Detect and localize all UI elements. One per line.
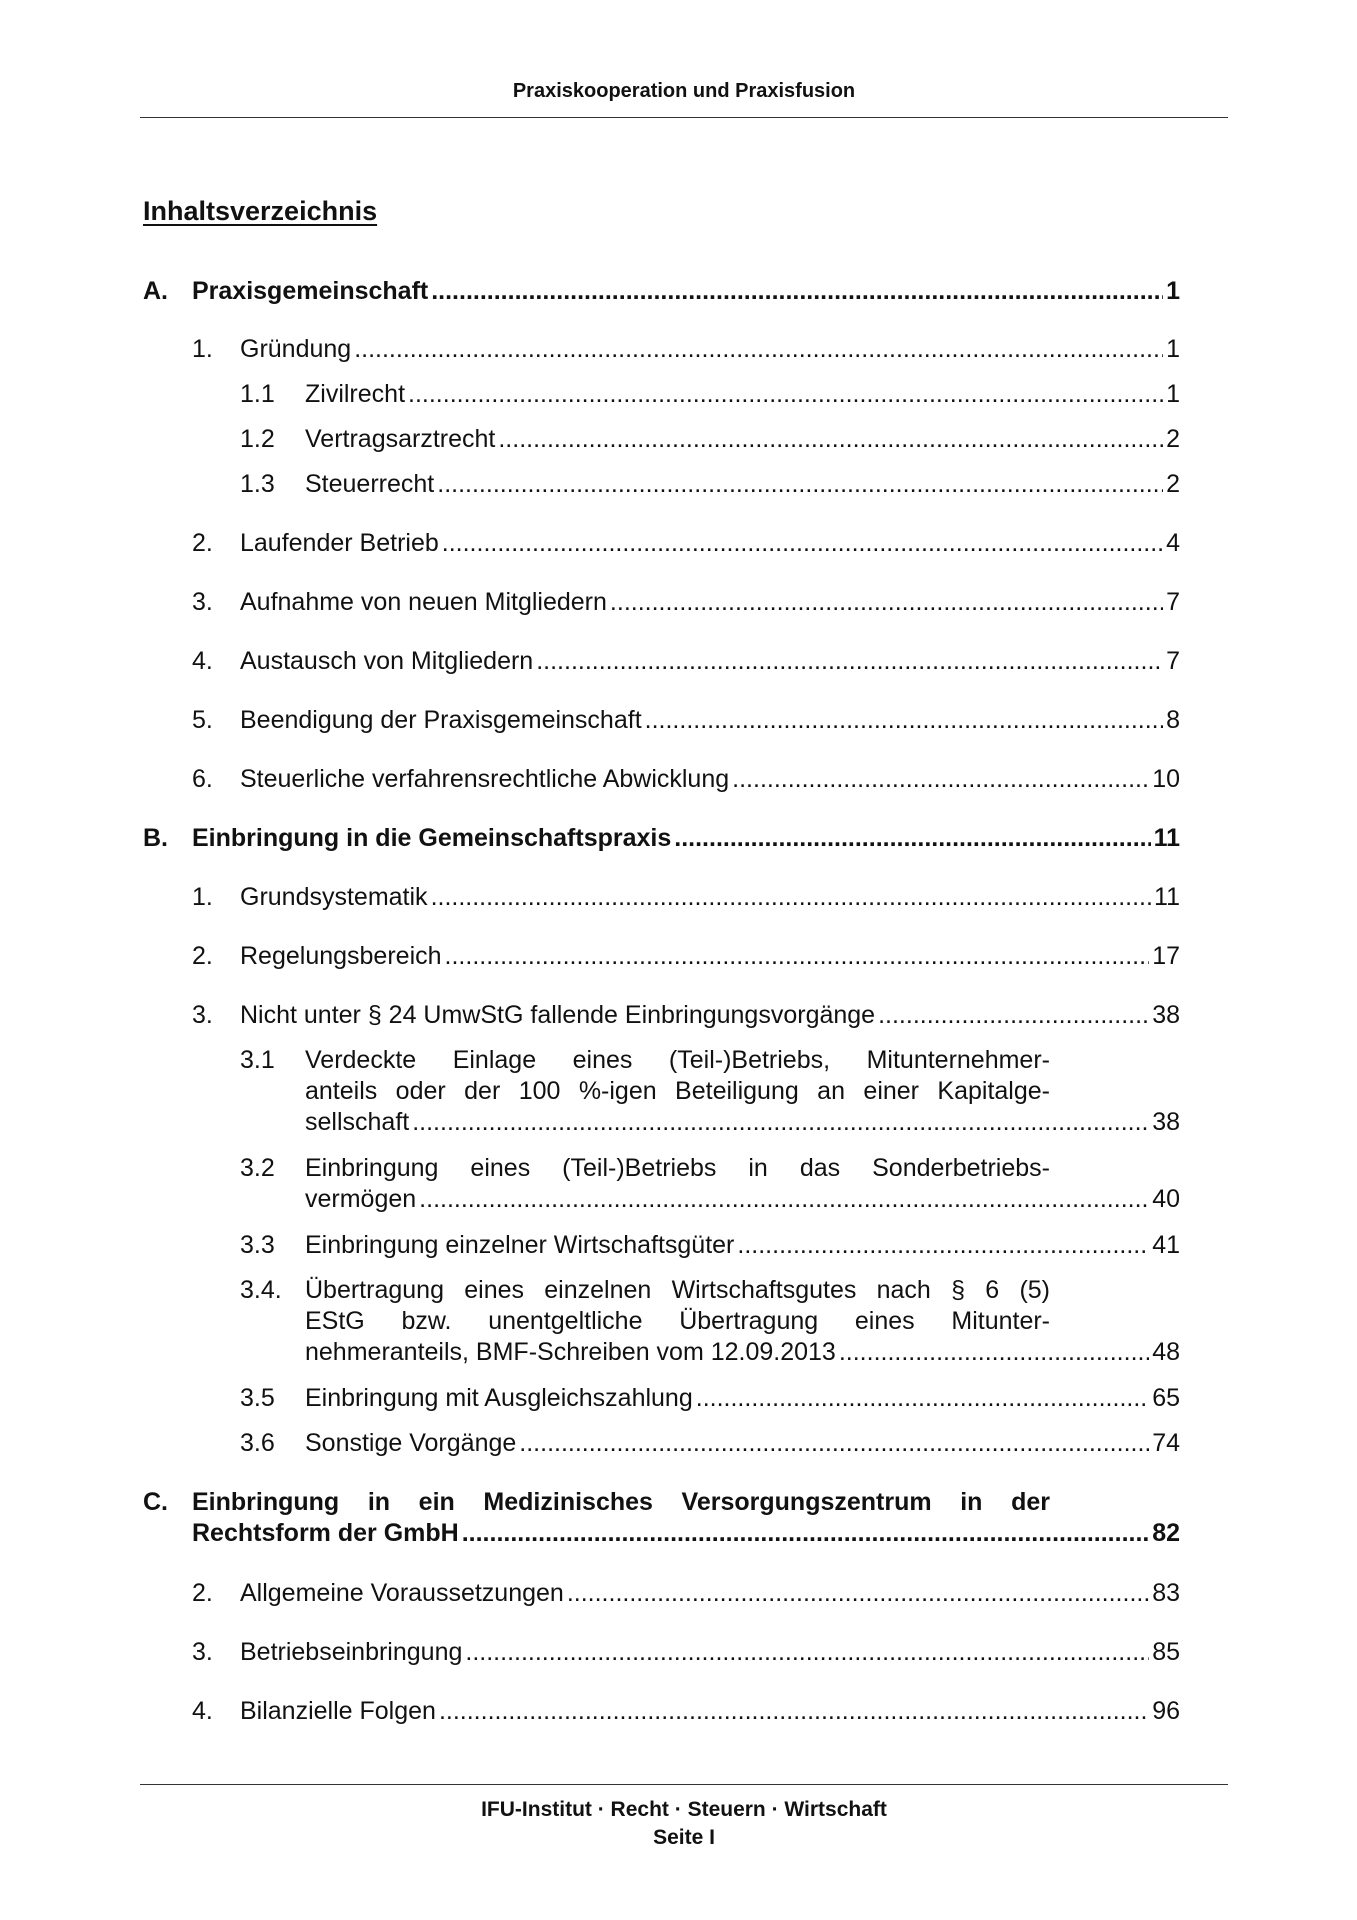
dot-leader [462,1518,1149,1549]
dot-leader [519,1428,1149,1459]
toc-entry-title-line: Einbringung in ein Medizinisches Versorgungszentrum in der [192,1488,1050,1516]
toc-entry-title: Steuerrecht [305,470,435,498]
toc-entry-page: 10 [1152,765,1180,793]
dot-leader [437,469,1163,500]
toc-title: Inhaltsverzeichnis [143,196,378,226]
toc-entry-title: Praxisgemeinschaft [192,277,429,305]
toc-entry-number: 1.1 [240,380,275,408]
toc-entry-title: Sonstige Vorgänge [305,1429,517,1457]
dot-leader [645,705,1163,736]
toc-entry-page: 7 [1166,588,1180,616]
toc-entry-page: 82 [1152,1519,1180,1547]
toc-entry-page: 41 [1152,1231,1180,1259]
toc-entry-title: Bilanzielle Folgen [240,1697,436,1725]
toc-entry-title: Betriebseinbringung [240,1638,463,1666]
toc-entry-page: 85 [1152,1638,1180,1666]
dot-leader [610,587,1163,618]
toc-entry-page: 17 [1152,942,1180,970]
dot-leader [839,1337,1149,1368]
toc-entry-number: 3.1 [240,1046,275,1074]
running-header: Praxiskooperation und Praxisfusion [512,80,856,102]
dot-leader [431,276,1163,307]
toc-entry-page: 2 [1166,470,1180,498]
dot-leader [445,941,1150,972]
dot-leader [732,764,1149,795]
toc-entry-title-line: Verdeckte Einlage eines (Teil-)Betriebs, Mitunternehmer- [305,1046,1050,1074]
toc-entry-number: 5. [192,706,213,734]
toc-entry-number: 4. [192,1697,213,1725]
toc-entry-number: 3.2 [240,1154,275,1182]
dot-leader [412,1107,1149,1138]
toc-entry-title: Grundsystematik [240,883,428,911]
toc-entry-page: 38 [1152,1001,1180,1029]
toc-entry-title: Vertragsarztrecht [305,425,496,453]
toc-entry-title: Aufnahme von neuen Mitgliedern [240,588,607,616]
toc-entry-number: 1. [192,335,213,363]
toc-entry-title: Rechtsform der GmbH [192,1519,459,1547]
toc-entry-page: 48 [1152,1338,1180,1366]
toc-entry-number: 3.4. [240,1276,282,1304]
toc-entry-number: 3.5 [240,1384,275,1412]
dot-leader [737,1230,1149,1261]
dot-leader [442,528,1163,559]
footer-institute: IFU-Institut · Recht · Steuern · Wirtschaft [481,1798,887,1821]
toc-entry-page: 96 [1152,1697,1180,1725]
toc-entry-number: 3. [192,1001,213,1029]
footer-page-number: Seite I [653,1826,715,1849]
toc-entry-page: 74 [1152,1429,1180,1457]
toc-entry-number: 1.3 [240,470,275,498]
toc-entry-number: 1. [192,883,213,911]
toc-entry-number: 1.2 [240,425,275,453]
toc-entry-number: C. [143,1488,168,1516]
toc-entry-number: 3. [192,588,213,616]
toc-entry-title: Austausch von Mitgliedern [240,647,534,675]
toc-entry-title: Allgemeine Voraussetzungen [240,1579,564,1607]
dot-leader [439,1696,1149,1727]
toc-entry-number: 6. [192,765,213,793]
toc-entry-number: 3.3 [240,1231,275,1259]
toc-entry-page: 4 [1166,529,1180,557]
toc-entry-title: Einbringung mit Ausgleichszahlung [305,1384,693,1412]
toc-entry-page: 7 [1166,647,1180,675]
dot-leader [696,1383,1149,1414]
dot-leader [419,1184,1149,1215]
footer-rule [140,1784,1228,1785]
toc-entry-title: sellschaft [305,1108,410,1136]
toc-entry-page: 1 [1166,277,1180,305]
dot-leader [567,1578,1149,1609]
toc-entry-title-line: anteils oder der 100 %-igen Beteiligung an einer Kapitalge- [305,1077,1050,1105]
toc-entry-page: 65 [1152,1384,1180,1412]
toc-entry-title: Beendigung der Praxisgemeinschaft [240,706,642,734]
toc-entry-number: 3. [192,1638,213,1666]
dot-leader [498,424,1163,455]
toc-entry-number: B. [143,824,168,852]
toc-entry-number: 2. [192,1579,213,1607]
toc-entry-title: Regelungsbereich [240,942,442,970]
toc-entry-number: 2. [192,529,213,557]
dot-leader [465,1637,1149,1668]
toc-entry-title: Laufender Betrieb [240,529,439,557]
toc-entry-page: 1 [1166,380,1180,408]
toc-entry-title: vermögen [305,1185,417,1213]
dot-leader [431,882,1151,913]
toc-entry-number: 3.6 [240,1429,275,1457]
dot-leader [408,379,1163,410]
toc-entry-number: 4. [192,647,213,675]
header-rule [140,117,1228,118]
toc-entry-number: A. [143,277,168,305]
dot-leader [878,1000,1149,1031]
dot-leader [536,646,1163,677]
dot-leader [674,823,1150,854]
toc-entry-title-line: EStG bzw. unentgeltliche Übertragung eines Mitunter- [305,1307,1050,1335]
toc-entry-title: Einbringung einzelner Wirtschaftsgüter [305,1231,735,1259]
toc-entry-page: 1 [1166,335,1180,363]
toc-entry-page: 2 [1166,425,1180,453]
dot-leader [354,334,1163,365]
toc-entry-title: Nicht unter § 24 UmwStG fallende Einbringungsvorgänge [240,1001,876,1029]
toc-entry-title: Gründung [240,335,352,363]
toc-entry-title-line: Übertragung eines einzelnen Wirtschaftsgutes nach § 6 (5) [305,1276,1050,1304]
toc-entry-page: 38 [1152,1108,1180,1136]
toc-entry-title-line: Einbringung eines (Teil-)Betriebs in das Sonderbetriebs- [305,1154,1050,1182]
toc-entry-page: 83 [1152,1579,1180,1607]
toc-entry-page: 8 [1166,706,1180,734]
toc-entry-number: 2. [192,942,213,970]
toc-entry-page: 40 [1152,1185,1180,1213]
toc-entry-title: Steuerliche verfahrensrechtliche Abwicklung [240,765,730,793]
toc-entry-title: nehmeranteils, BMF-Schreiben vom 12.09.2013 [305,1338,836,1366]
toc-entry-title: Zivilrecht [305,380,406,408]
toc-entry-page: 11 [1154,883,1180,911]
toc-entry-title: Einbringung in die Gemeinschaftspraxis [192,824,672,852]
toc-entry-page: 11 [1153,824,1180,852]
